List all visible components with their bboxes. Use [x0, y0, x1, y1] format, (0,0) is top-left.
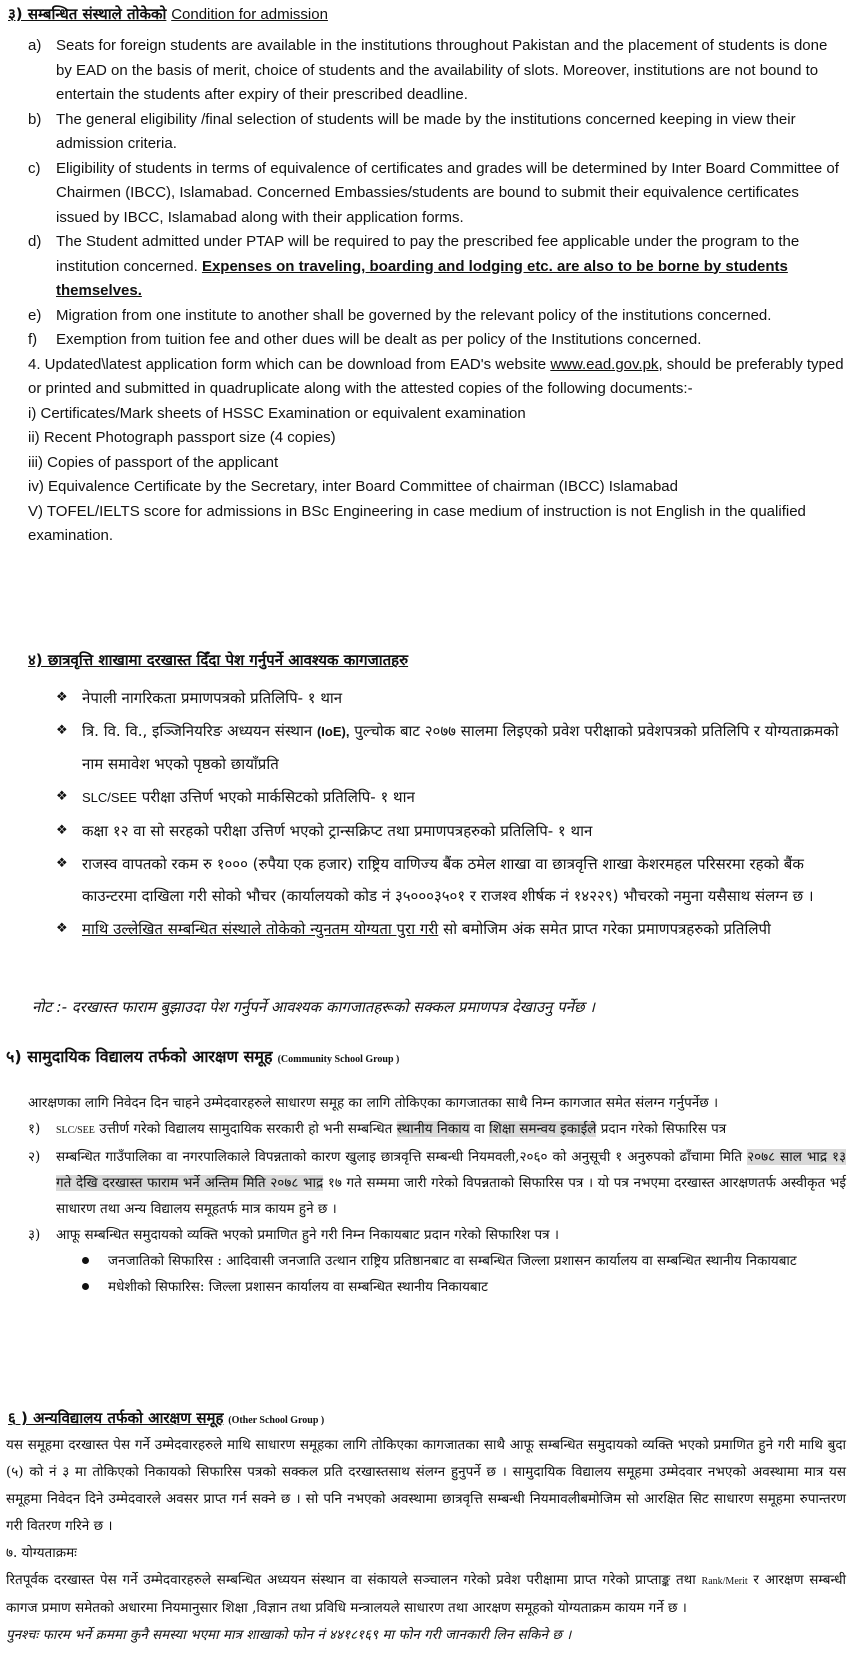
condition-marker: d)	[28, 233, 42, 250]
section6-heading-text: ६ ) अन्यविद्यालय तर्फको आरक्षण समूह	[8, 1409, 224, 1427]
section5-heading-text: ५) सामुदायिक विद्यालय तर्फको आरक्षण समूह	[6, 1047, 273, 1066]
condition-c	[8, 157, 844, 231]
condition-marker: e)	[28, 306, 42, 324]
sub-list-item	[28, 1248, 846, 1274]
section6-heading-en: (Other School Group )	[228, 1415, 325, 1426]
rank-text: रितपूर्वक दरखास्त पेस गर्ने उम्मेदवारहरुले सम्बन्धित अध्ययन संस्थान वा संकायले सञ्चालन गरेको प्रवेश परीक्षामा प्राप्त गरेको प्राप्ताङ्क तथा	[6, 1572, 696, 1588]
section3-heading-en: Condition for admission	[171, 6, 328, 23]
sub-item-text: जनजातिको सिफारिस : आदिवासी जनजाति उत्थान राष्ट्रिय प्रतिष्ठानबाट वा सम्बन्धित जिल्ला प्रशासन कार्यालय वा सम्बन्धित स्थानीय निकायबाट	[108, 1253, 797, 1269]
section3-heading-np: ३) सम्बन्धित संस्थाले तोकेको	[8, 5, 167, 23]
sub-item-text: मधेशीको सिफारिस: जिल्ला प्रशासन कार्यालय वा सम्बन्धित स्थानीय निकायबाट	[108, 1279, 488, 1295]
sub-list-item	[28, 1274, 846, 1300]
section6-body	[6, 1432, 846, 1649]
list-item-text: कक्षा १२ वा सो सरहको परीक्षा उत्तिर्ण भएको ट्रान्सक्रिप्ट तथा प्रमाणपत्रहरुको प्रतिलिपि- १ थान	[82, 822, 593, 840]
para4-after: , should be preferably typed or printed and submitted in quadruplicate along with the attested copies of the following documents:-	[28, 355, 844, 397]
ead-website-link[interactable]: www.ead.gov.pk	[550, 355, 659, 373]
condition-emphasis: Expenses on traveling, boarding and lodging etc. are also to be borne by students themselves.	[56, 257, 788, 299]
list-item	[0, 815, 840, 847]
section5-item-3	[28, 1222, 846, 1248]
diamond-bullet-icon: ❖	[56, 690, 68, 705]
section5-intro: आरक्षणका लागि निवेदन दिन चाहने उम्मेदवारहरुले साधारण समूह का लागि तोकिएका कागजातका साथै निम्न कागजात समेत संलग्न गर्नुपर्नेछ ।	[28, 1095, 719, 1111]
condition-e	[8, 304, 844, 329]
list-item	[0, 913, 840, 945]
rank-paragraph	[6, 1567, 846, 1622]
item-latin: SLC/SEE	[56, 1125, 95, 1136]
item-marker: २)	[28, 1149, 41, 1165]
highlighted-text: स्थानीय निकाय	[396, 1121, 470, 1137]
condition-d	[8, 230, 844, 304]
doc-item: i) Certificates/Mark sheets of HSSC Examination or equivalent examination	[28, 404, 526, 422]
section4-heading-text: ४) छात्रवृत्ति शाखामा दरखास्त दिँदा पेश गर्नुपर्ने आवश्यक कागजातहरु	[28, 651, 409, 669]
doc-item: ii) Recent Photograph passport size (4 copies)	[28, 429, 336, 446]
condition-text: Migration from one institute to another shall be governed by the relevant policy of the institutions concerned.	[56, 306, 772, 324]
diamond-bullet-icon: ❖	[56, 856, 68, 871]
condition-marker: b)	[28, 110, 42, 128]
para4-before: 4. Updated\latest application form which can be download from EAD's website	[28, 355, 547, 373]
diamond-bullet-icon: ❖	[56, 723, 68, 738]
item-marker: १)	[28, 1121, 41, 1137]
admission-conditions	[8, 34, 844, 549]
doc-item: V) TOFEL/IELTS score for admissions in BSc Engineering in case medium of instruction is not English in the qualified examination.	[28, 502, 806, 544]
condition-b	[8, 108, 844, 157]
list-item-underlined: माथि उल्लेखित सम्बन्धित संस्थाले तोकेको न्युनतम योग्यता पुरा गरी	[82, 920, 439, 938]
section3-heading	[8, 4, 328, 24]
item-text: वा	[469, 1121, 490, 1137]
list-item-text: राजस्व वापतको रकम रु १००० (रुपैया एक हजार) राष्ट्रिय वाणिज्य बैंक ठमेल शाखा वा छात्रवृत्ति शाखा केशरमहल परिसरमा रहको बैंक काउन्टरमा दाखिला गरी सोको भौचर (कार्यालयको कोड नं ३५०००३५०१ र राजश्व शीर्षक नं १४२२९) भौचरको नमुना यसैसाथ संलग्न छ ।	[82, 855, 814, 905]
list-item-latin: SLC/SEE	[82, 790, 137, 805]
rank-heading: ७. योग्यताक्रमः	[6, 1545, 77, 1561]
list-item	[0, 682, 840, 714]
bullet-dot-icon	[82, 1283, 89, 1290]
footer-note: पुनश्चः फारम भर्ने क्रममा कुनै समस्या भएमा मात्र शाखाको फोन नं ४४१८१६९ मा फोन गरी जानकारी लिन सकिने छ ।	[6, 1627, 572, 1643]
list-item-text: नेपाली नागरिकता प्रमाणपत्रको प्रतिलिपि- १ थान	[82, 689, 343, 707]
condition-marker: c)	[28, 159, 41, 177]
list-item-text: परीक्षा उत्तिर्ण भएको मार्कसिटको प्रतिलिपि- १ थान	[136, 788, 415, 806]
list-item	[0, 715, 840, 780]
condition-marker: a)	[28, 37, 42, 54]
condition-text: Seats for foreign students are available in the institutions throughout Pakistan and the placement of students is done by EAD on the basis of merit, choice of students and the availability of slots. Moreover, institutions are not bound to entertain the students after expiry of their prescribed deadline.	[56, 37, 828, 103]
doc-item: iv) Equivalence Certificate by the Secretary, inter Board Committee of chairman (IBCC) Islamabad	[28, 478, 678, 495]
list-item-text: पुल्चोक बाट २०७७ सालमा लिइएको प्रवेश परीक्षाको प्रवेशपत्रको प्रतिलिपि र योग्यताक्रमको नाम समावेश भएको पृष्ठको छायाँप्रति	[82, 722, 839, 773]
section5-heading	[6, 1045, 399, 1067]
list-item	[0, 848, 840, 912]
list-item-text: सो बमोजिम अंक समेत प्राप्त गरेका प्रमाणपत्रहरुको प्रतिलिपी	[438, 920, 771, 938]
diamond-bullet-icon: ❖	[56, 921, 68, 936]
item-text: सम्बन्धित गाउँपालिका वा नगरपालिकाले विपन्नताको कारण खुलाइ छात्रवृत्ति सम्बन्धी नियमवली,२०६० को अनुसूची १ अनुरुपको ढाँचामा मिति	[56, 1149, 748, 1165]
item-marker: ३)	[28, 1227, 41, 1243]
item-text: उत्तीर्ण गरेको विद्यालय सामुदायिक सरकारी हो भनी सम्बन्धित	[94, 1121, 397, 1137]
item-text: प्रदान गरेको सिफारिस पत्र	[596, 1121, 727, 1137]
item-text: १७ गते सम्ममा जारी गरेको विपन्नताको सिफारिस पत्र । यो पत्र नभएमा दरखास्त आरक्षणतर्फ अस्वीकृत भई साधारण तथा अन्य विद्यालय समूहतर्फ मात्र कायम हुने छ ।	[56, 1175, 846, 1217]
doc-item: iii) Copies of passport of the applicant	[28, 453, 279, 471]
documents-note: नोट :- दरखास्त फाराम बुझाउदा पेश गर्नुपर्ने आवश्यक कागजातहरूको सक्कल प्रमाणपत्र देखाउनु पर्नेछ ।	[32, 998, 595, 1016]
condition-text: The general eligibility /final selection of students will be made by the institutions concerned keeping in view their admission criteria.	[56, 110, 796, 152]
rank-text: र आरक्षण सम्बन्धी कागज प्रमाण समेतको अधारमा नियमानुसार शिक्षा ,विज्ञान तथा प्रविधि मन्त्रालयले साधारण तथा आरक्षण समूहको योग्यताक्रम कायम गर्ने छ ।	[6, 1572, 846, 1616]
item-text: आफू सम्बन्धित समुदायको व्यक्ति भएको प्रमाणित हुने गरी निम्न निकायबाट प्रदान गरेको सिफारिश पत्र ।	[56, 1227, 559, 1243]
bullet-dot-icon	[82, 1257, 89, 1264]
list-item-text: त्रि. वि. वि., इञ्जिनियरिङ अध्ययन संस्थान	[82, 722, 317, 740]
diamond-bullet-icon: ❖	[56, 823, 68, 838]
highlighted-text: शिक्षा समन्वय इकाईले	[489, 1121, 597, 1137]
section5-body	[28, 1090, 846, 1300]
condition-text: The Student admitted under PTAP will be required to pay the prescribed fee applicable under the program to the institution concerned.	[56, 233, 800, 275]
section5-item-1	[28, 1116, 846, 1144]
required-documents-list	[0, 682, 840, 946]
application-form-paragraph	[8, 353, 844, 402]
section6-heading	[8, 1408, 324, 1428]
condition-marker: f)	[28, 331, 38, 348]
highlighted-text: २०७८ साल भाद्र १३ गते देखि दरखास्त फाराम भर्ने अन्तिम मिति २०७८ भाद्र	[56, 1149, 846, 1191]
section4-heading	[28, 650, 408, 670]
list-item	[0, 781, 840, 814]
condition-text: Eligibility of students in terms of equivalence of certificates and grades will be determined by Inter Board Committee of Chairmen (IBCC), Islamabad. Concerned Embassies/students are bound to submit their equivalence certificates issued by IBCC, Islamabad along with their application forms.	[56, 159, 839, 226]
section5-heading-en: (Community School Group )	[277, 1054, 400, 1065]
list-item-latin: (IoE),	[316, 724, 350, 739]
rank-latin: Rank/Merit	[701, 1576, 748, 1587]
diamond-bullet-icon: ❖	[56, 789, 68, 804]
section5-item-2	[28, 1144, 846, 1222]
condition-f	[8, 328, 844, 353]
section6-paragraph: यस समूहमा दरखास्त पेस गर्ने उम्मेदवारहरुले माथि साधारण समूहका लागि तोकिएका कागजातका साथै आफू सम्बन्धित समुदायको व्यक्ति भएको प्रमाणित हुने गरी माथि बुदा (५) को नं ३ मा तोकिएको निकायको सिफारिस पत्रको सक्कल प्रति दरखास्तसाथ संलग्न हुनुपर्ने छ । सामुदायिक विद्यालय समूहमा उम्मेदवार नभएको अवस्थामा मात्र यस समूहमा निवेदन दिने उम्मेदवारले अवसर प्राप्त गर्न सक्ने छ । सो पनि नभएको अवस्थामा छात्रवृत्ति सम्बन्धी नियमावलीबमोजिम सो आरक्षित सिट साधारण समूहमा रुपान्तरण गरी वितरण गरिने छ ।	[6, 1437, 846, 1534]
condition-text: Exemption from tuition fee and other dues will be dealt as per policy of the Institutions concerned.	[56, 331, 702, 348]
condition-a	[8, 34, 844, 108]
